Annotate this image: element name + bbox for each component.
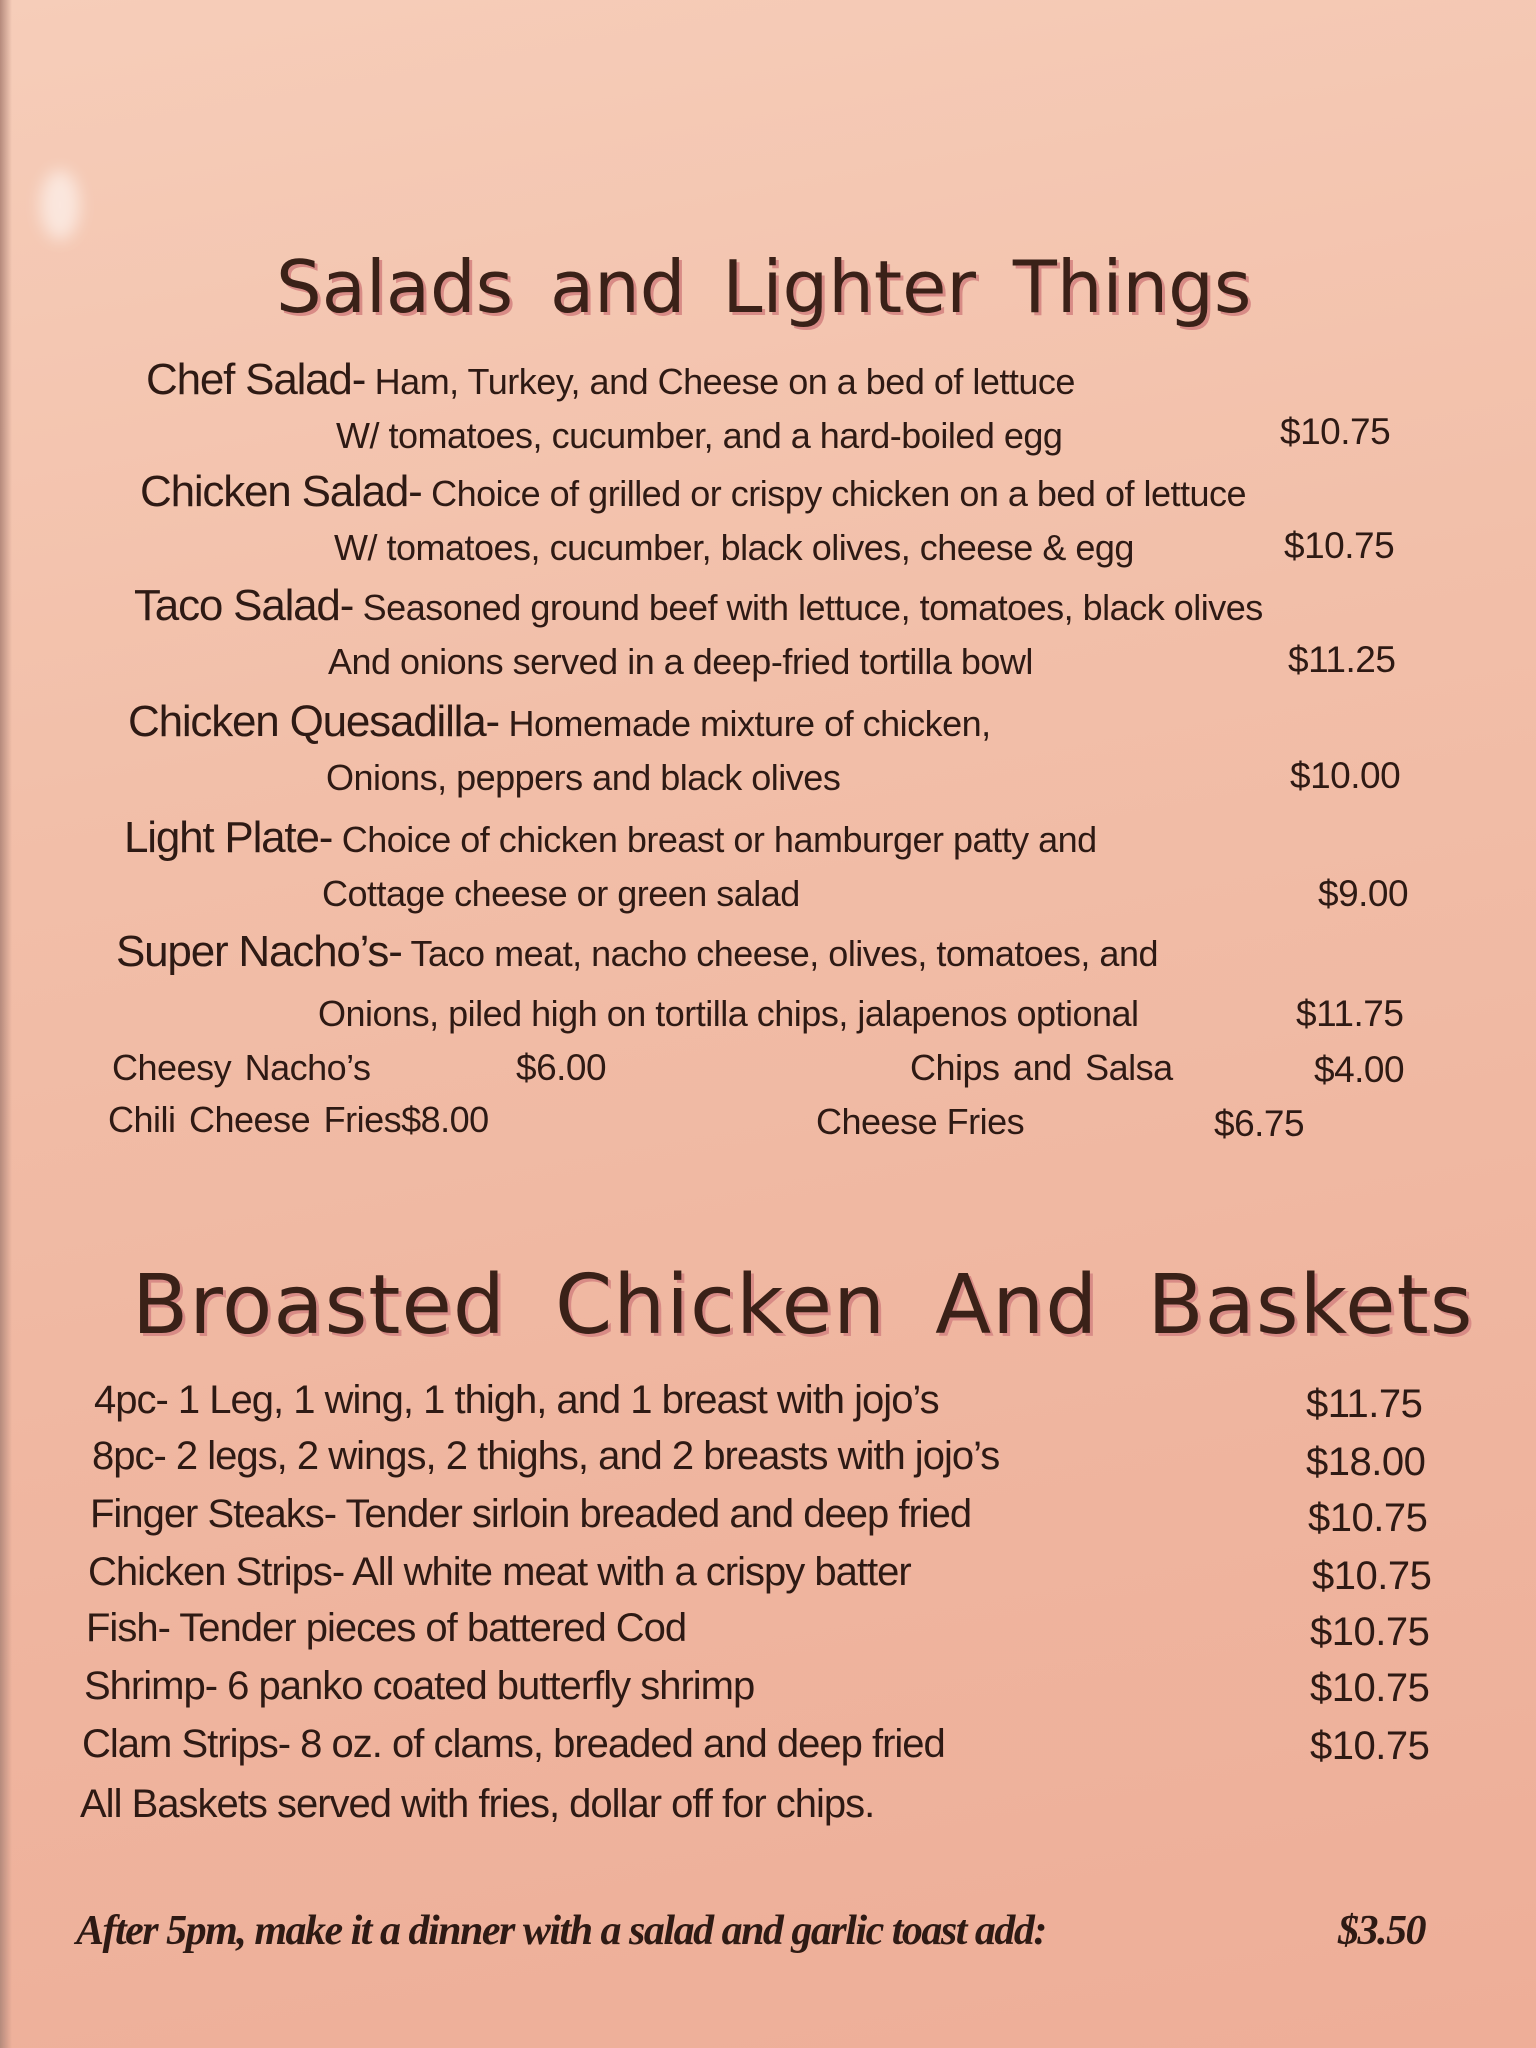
item-price: $10.75 xyxy=(1284,525,1395,566)
side-item-name: Chili Cheese Fries xyxy=(108,1099,402,1140)
item-description-line2: Cottage cheese or green salad xyxy=(322,873,800,914)
basket-item-price: $11.75 xyxy=(1306,1382,1423,1426)
side-item-name: Chips and Salsa xyxy=(910,1047,1173,1088)
basket-item-text: Shrimp- 6 panko coated butterfly shrimp xyxy=(84,1664,755,1708)
baskets-note: All Baskets served with fries, dollar off for chips. xyxy=(80,1782,875,1826)
basket-item-price: $10.75 xyxy=(1310,1610,1430,1654)
page-edge-shadow xyxy=(0,0,12,2048)
section-title-salads: Salads and Lighter Things xyxy=(276,245,1252,329)
side-item-price: $4.00 xyxy=(1314,1049,1405,1090)
item-price: $9.00 xyxy=(1318,873,1409,914)
item-name: Chicken Salad- xyxy=(140,467,422,516)
item-name: Chef Salad- xyxy=(146,355,366,404)
footer-price: $3.50 xyxy=(1338,1908,1425,1954)
item-description-line2: W/ tomatoes, cucumber, black olives, cheese & egg xyxy=(334,527,1134,568)
footer-text: After 5pm, make it a dinner with a salad and garlic toast add: xyxy=(76,1908,1046,1954)
basket-item-price: $10.75 xyxy=(1310,1666,1430,1710)
item-description-line2: Onions, peppers and black olives xyxy=(326,757,841,798)
item-description: Choice of chicken breast or hamburger patty and xyxy=(341,819,1097,860)
item-name: Chicken Quesadilla- xyxy=(128,697,499,746)
item-description-line2: W/ tomatoes, cucumber, and a hard-boiled egg xyxy=(336,415,1063,456)
side-item-price: $6.75 xyxy=(1214,1103,1305,1144)
light-glare xyxy=(40,170,80,240)
item-description: Seasoned ground beef with lettuce, tomatoes, black olives xyxy=(362,587,1263,628)
item-description-line2: Onions, piled high on tortilla chips, jalapenos optional xyxy=(318,993,1139,1034)
basket-item-price: $10.75 xyxy=(1310,1724,1430,1768)
item-price: $10.00 xyxy=(1290,755,1401,796)
item-description: Choice of grilled or crispy chicken on a bed of lettuce xyxy=(431,473,1247,514)
side-item-name: Cheese Fries xyxy=(816,1101,1025,1142)
basket-item-price: $10.75 xyxy=(1308,1496,1428,1540)
section-title-broasted: Broasted Chicken And Baskets xyxy=(132,1258,1474,1353)
item-price: $10.75 xyxy=(1280,411,1391,452)
basket-item-price: $18.00 xyxy=(1306,1440,1426,1484)
item-name: Taco Salad- xyxy=(134,581,354,630)
side-item-price: $6.00 xyxy=(516,1047,607,1088)
item-price: $11.75 xyxy=(1296,993,1404,1034)
basket-item-text: Fish- Tender pieces of battered Cod xyxy=(86,1606,687,1650)
side-item-price: $8.00 xyxy=(401,1099,489,1140)
item-name: Light Plate- xyxy=(124,813,333,862)
item-description: Ham, Turkey, and Cheese on a bed of lettuce xyxy=(374,361,1075,402)
item-description: Taco meat, nacho cheese, olives, tomatoes, and xyxy=(410,933,1158,974)
item-description-line2: And onions served in a deep-fried tortilla bowl xyxy=(328,641,1033,682)
item-name: Super Nacho’s- xyxy=(116,927,402,976)
item-description: Homemade mixture of chicken, xyxy=(508,703,991,744)
basket-item-text: Finger Steaks- Tender sirloin breaded and deep fried xyxy=(90,1492,972,1536)
basket-item-text: Clam Strips- 8 oz. of clams, breaded and deep fried xyxy=(82,1722,945,1766)
basket-item-text: Chicken Strips- All white meat with a crispy batter xyxy=(88,1550,911,1594)
side-item-name: Cheesy Nacho’s xyxy=(112,1047,371,1088)
basket-item-text: 8pc- 2 legs, 2 wings, 2 thighs, and 2 breasts with jojo’s xyxy=(92,1434,1000,1478)
basket-item-price: $10.75 xyxy=(1312,1554,1432,1598)
basket-item-text: 4pc- 1 Leg, 1 wing, 1 thigh, and 1 breast with jojo’s xyxy=(94,1378,939,1422)
item-price: $11.25 xyxy=(1288,639,1396,680)
